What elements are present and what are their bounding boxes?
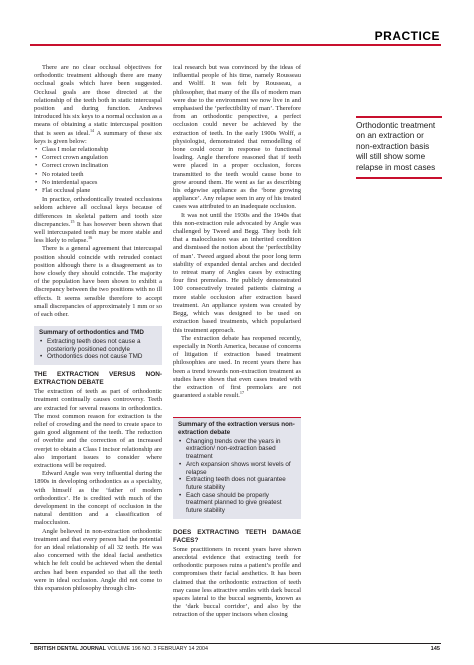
list-item: • Flat occlusal plane: [42, 187, 162, 195]
paragraph: It was not until the 1930s and the 1940s that this non-extraction rule advocated by Angle was challenged by Tweed and Begg. They both felt that a malocclusion was an inherited condition and dismissed the notion about the ‘perfectibility of man’. Tweed argued about the poor long term stability of expanded dental arches and decided to retreat many of Angles cases by extracting four first premolars. He publicly demonstrated 100 consecutively treated patients claiming a more stable occlusion after extraction based treatment. An appliance system was created by Begg, which was designed to be used on extraction based treatments, which popularised this treatment approach.: [173, 211, 301, 334]
section-heading: THE EXTRACTION VERSUS NON-EXTRACTION DEBATE: [34, 371, 162, 387]
section-heading: DOES EXTRACTING TEETH DAMAGE FACES?: [173, 528, 301, 544]
page-number: 145: [430, 646, 440, 652]
paragraph: The extraction of teeth as part of orthodontic treatment continually causes controversy. Teeth are extracted for several reasons in orthodontics. The most common reason for extraction is the relief of crowding and the need to create space to gain good alignment of the teeth. The reduction of overbite and the correction of an increased overjet to obtain a Class I incisor relationship are also important issues to consider where extractions will be required.: [34, 388, 162, 469]
summary-item: • Each case should be properly treatment planned to give greatest future stability: [186, 492, 296, 515]
paragraph: ical research but was convinced by the ideas of influential people of his time, namely Rousseau and Wolff. It was felt by Rousseau, a philosopher, that many of the ills of modern man were due to the environment we now live in and emphasised the ‘perfectibility of man’. Therefore from an orthodontic perspective, a perfect occlusion could never be achieved by the extraction of teeth. In the early 1900s Wolff, a physiologist, demonstrated that remodelling of bone could occur in response to functional loading. Angle therefore reasoned that if teeth were placed in a proper occlusion, forces transmitted to the teeth would cause bone to grow around them. He went as far as describing his edgewise appliance as the ‘bone growing appliance’. Any relapse seen in any of his treated cases was attributed to an inadequate occlusion.: [173, 64, 301, 211]
list-item: • Correct crown inclination: [42, 162, 162, 170]
list-item: • Class I molar relationship: [42, 146, 162, 154]
footer-citation: [34, 646, 208, 652]
summary-item: • Arch expansion shows worst levels of relapse: [186, 461, 296, 476]
paragraph: Some practitioners in recent years have shown anecdotal evidence that extracting teeth for orthodontic purposes ruins a patient’s profile and compromises their facial aesthetics. It has been claimed that the orthodontic extraction of teeth may cause less attractive smiles with dark buccal spaces lateral to the buccal segments, known as the ‘dark buccal corridor’, and also by the retraction of the upper incisors when closing: [173, 545, 301, 619]
list-item: • No rotated teeth: [42, 171, 162, 179]
six-keys-list: [34, 146, 162, 195]
paragraph: In practice, orthodontically treated occlusions seldom achieve all occlusal keys because of differences in skeletal pattern and tooth size discrepancies.$^{15}$ It has however been shown that well intercuspated teeth may be more stable and less likely to relapse.$^{16}$: [34, 196, 162, 245]
paragraph: The extraction debate has reopened recently, especially in North America, because of concerns of litigation if extraction based treatment philosophies are used. In recent years there has been a trend towards non-extraction treatment as studies have shown that even cases treated with the extraction of first premolars are not guaranteed a stable result.$^{17}$: [173, 334, 301, 400]
paragraph: There are no clear occlusal objectives for orthodontic treatment although there are many occlusal goals which have been suggested. Occlusal goals are those directed at the relationship of the teeth both in static intercuspal position and during function. Andrews introduced his six keys to a normal occlusion as a means of obtaining a static intercuspal position that is seen as ideal.$^{14}$ A summary of these six keys is given below:: [34, 64, 162, 145]
paragraph: Edward Angle was very influential during the 1890s in developing orthodontics as a speciality, with himself as the ‘father of modern orthodontics’. He is credited with much of the development in the concept of occlusion in the natural dentition and a classification of malocclusion.: [34, 470, 162, 527]
section-label: PRACTICE: [374, 29, 440, 43]
header-rule: [30, 44, 441, 46]
summary-title: Summary of the extraction versus non-extraction debate: [178, 421, 295, 437]
journal-name: BRITISH DENTAL JOURNAL: [34, 646, 106, 652]
footer-rule: [30, 643, 441, 644]
column-2: [173, 64, 301, 620]
issue-info: VOLUME 196 NO. 3 FEBRUARY 14 2004: [107, 646, 208, 652]
paragraph: Angle believed in non-extraction orthodontic treatment and that every person had the potential for an ideal relationship of all 32 teeth. He was also concerned with the ideal facial aesthetics which he felt could be achieved when the dental arches had been expanded so that all the teeth were in ideal occlusion. Angle did not come to this expansion philosophy through clin-: [34, 527, 162, 592]
summary-box-tmd: [34, 326, 162, 365]
summary-item: • Extracting teeth does not guarantee future stability: [186, 476, 296, 491]
pull-quote: Orthodontic treatment on an extraction or non-extraction basis will still show some relapse in most cases: [356, 116, 442, 179]
list-item: • Correct crown angulation: [42, 154, 162, 162]
summary-item: • Changing trends over the years in extraction/ non-extraction based treatment: [186, 438, 296, 461]
column-3: [356, 64, 442, 179]
summary-item: • Extracting teeth does not cause a posteriorly positioned condyle: [47, 338, 157, 353]
summary-title: Summary of orthodontics and TMD: [39, 329, 144, 337]
summary-item: • Orthodontics does not cause TMD: [47, 353, 157, 361]
paragraph: There is a general agreement that intercuspal position should coincide with retruded contact position although there is a disagreement as to how closely they should coincide. The majority of the population have been shown to exhibit a discrepancy between the two positions with no ill effects. It seems sensible therefore to accept small discrepancies of approximately 1 mm or so of each other.: [34, 245, 162, 319]
column-1: [34, 64, 162, 593]
list-item: • No interdental spaces: [42, 179, 162, 187]
summary-box-extraction: [173, 417, 301, 518]
